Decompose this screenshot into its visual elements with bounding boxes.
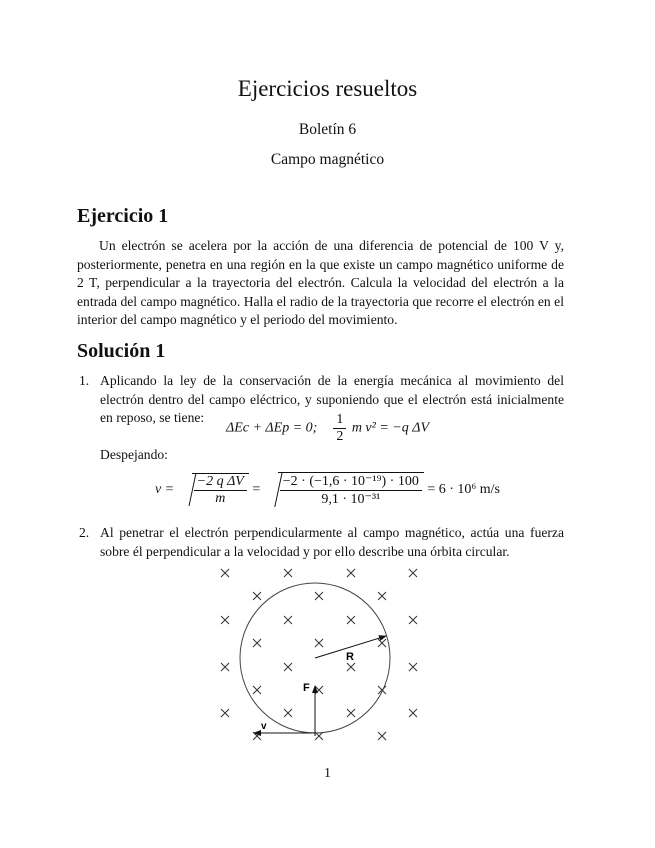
- fraction-half: $\frac{1}{2}$: [333, 412, 346, 445]
- topic-label: Campo magnético: [270, 151, 385, 168]
- label-v: v: [261, 721, 267, 732]
- field-cross-icon: [347, 663, 355, 671]
- document-title: Ejercicios resueltos: [237, 76, 418, 101]
- field-cross-icon: [409, 709, 417, 717]
- item-number: 2.: [79, 525, 90, 540]
- field-cross-icon: [284, 616, 292, 624]
- exercise-text: Un electrón se acelera por la acción de una diferencia de potencial de 100 V y, posteriormente, penetra en una región en la que existe un campo magnético uniforme de 2 T, perpendicular a la trayectoria del electrón. Calcula la velocidad del electrón a la entrada del campo magnético. Halla el radio de la trayectoria que recorre el electrón en el interior del campo magnético y el periodo del movimiento.: [77, 238, 564, 327]
- bulletin-label: Boletín 6: [298, 121, 357, 138]
- field-cross-icon: [284, 663, 292, 671]
- despejando-label: Despejando:: [100, 447, 168, 462]
- field-cross-icon: [347, 569, 355, 577]
- field-cross-icon: [315, 592, 323, 600]
- field-cross-icon: [284, 709, 292, 717]
- field-crosses: [221, 569, 417, 740]
- field-cross-icon: [409, 616, 417, 624]
- field-cross-icon: [378, 732, 386, 740]
- field-cross-icon: [284, 569, 292, 577]
- item-text: Aplicando la ley de la conservación de la energía mecánica al movimiento del electrón dentro del campo eléctrico, y suponiendo que el electrón está inicialmente en reposo, se tiene:: [100, 373, 564, 425]
- solution-heading: Solución 1: [77, 340, 166, 362]
- eq-energy-right: m v² = −q ΔV: [351, 420, 429, 436]
- field-cross-icon: [221, 709, 229, 717]
- field-cross-icon: [409, 663, 417, 671]
- field-cross-icon: [221, 616, 229, 624]
- eq-energy-left: ΔEc + ΔEp = 0;: [226, 420, 318, 436]
- field-cross-icon: [347, 616, 355, 624]
- field-cross-icon: [378, 592, 386, 600]
- field-cross-icon: [315, 686, 323, 694]
- field-cross-icon: [378, 639, 386, 647]
- field-cross-icon: [221, 569, 229, 577]
- page-number: 1: [324, 766, 331, 781]
- equation-velocity: v = $\frac{\text{−2 q ΔV}}{m}$ = $\frac{\text{−2 · (−1,6 · 10⁻¹⁹) · 100}}{\text{9,1 · 10⁻³¹}}$ = 6 · 10⁶ m/s: [154, 474, 501, 507]
- field-cross-icon: [221, 663, 229, 671]
- label-F: F: [303, 682, 310, 694]
- exercise-heading: Ejercicio 1: [77, 205, 169, 227]
- item-text: Al penetrar el electrón perpendicularmente al campo magnético, actúa una fuerza sobre él perpendicular a la velocidad y por ello describe una órbita circular.: [100, 525, 564, 559]
- item-number: 1.: [79, 373, 90, 388]
- field-cross-icon: [253, 639, 261, 647]
- field-cross-icon: [347, 709, 355, 717]
- field-cross-icon: [315, 639, 323, 647]
- label-R: R: [346, 651, 354, 663]
- field-cross-icon: [253, 592, 261, 600]
- field-cross-icon: [253, 686, 261, 694]
- field-cross-icon: [409, 569, 417, 577]
